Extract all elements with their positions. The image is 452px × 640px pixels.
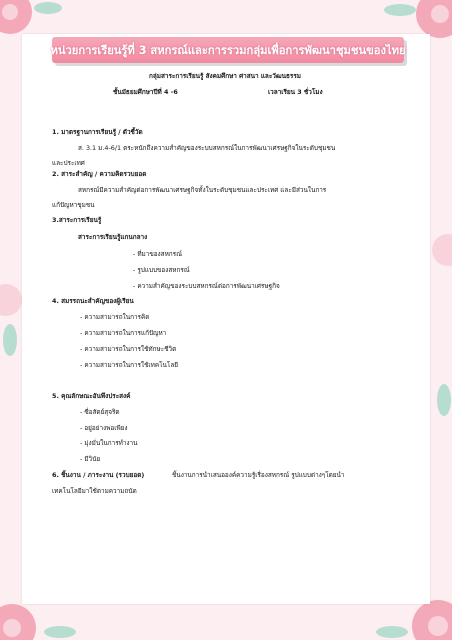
- section-4-heading: 4. สมรรถนะสำคัญของผู้เรียน: [52, 297, 134, 305]
- subject-group: กลุ่มสาระการเรียนรู้ สังคมศึกษา ศาสนา และวัฒนธรรม: [149, 72, 301, 80]
- section-1-text-line: ส. 3.1 ม.4-6/1 ตระหนักถึงความสำคัญของระบบสหกรณ์ในการพัฒนาเศรษฐกิจในระดับชุมชน: [78, 144, 336, 152]
- list-item: - มีวินัย: [80, 455, 101, 463]
- grade-level: ชั้นมัธยมศึกษาปีที่ 4 -6: [113, 88, 178, 96]
- list-item: - ซื่อสัตย์สุจริต: [80, 408, 120, 416]
- list-item: - ที่มาของสหกรณ์: [133, 250, 183, 258]
- page-title: หน่วยการเรียนรู้ที่ 3 สหกรณ์และการรวมกลุ่มเพื่อการพัฒนาชุมชนของไทย: [50, 44, 406, 57]
- list-item: - ความสามารถในการใช้เทคโนโลยี: [80, 361, 178, 369]
- section-1-text-line: และประเทศ: [52, 159, 85, 167]
- list-item: - ความสามารถในการคิด: [80, 313, 150, 321]
- study-time: เวลาเรียน 3 ชั่วโมง: [268, 88, 323, 96]
- section-3-heading: 3.สาระการเรียนรู้: [52, 216, 102, 224]
- section-1-heading: 1. มาตรฐานการเรียนรู้ / ตัวชี้วัด: [52, 128, 143, 136]
- section-6-text-line: เทคโนโลยีมาใช้ตามความถนัด: [52, 487, 137, 495]
- list-item: - อยู่อย่างพอเพียง: [80, 424, 128, 432]
- section-6-heading: 6. ชิ้นงาน / ภาระงาน (รวบยอด): [52, 471, 145, 479]
- list-item: - มุ่งมั่นในการทำงาน: [80, 439, 138, 447]
- section-6-text-line: ชิ้นงานการนำเสนอองค์ความรู้เรื่องสหกรณ์ รูปแบบต่างๆโดยนำ: [172, 471, 345, 479]
- section-2-text-line: สหกรณ์มีความสำคัญต่อการพัฒนาเศรษฐกิจทั้งในระดับชุมชนและประเทศ และมีส่วนในการ: [78, 186, 327, 194]
- list-item: - รูปแบบของสหกรณ์: [133, 266, 190, 274]
- section-5-heading: 5. คุณลักษณะอันพึงประสงค์: [52, 392, 131, 400]
- section-2-text-line: แก้ปัญหาชุมชน: [52, 201, 95, 209]
- section-3-subheading: สาระการเรียนรู้แกนกลาง: [78, 233, 148, 241]
- list-item: - ความสามารถในการใช้ทักษะชีวิต: [80, 345, 177, 353]
- list-item: - ความสามารถในการแก้ปัญหา: [80, 329, 167, 337]
- section-2-heading: 2. สาระสำคัญ / ความคิดรวบยอด: [52, 170, 147, 178]
- list-item: - ความสำคัญของระบบสหกรณ์ต่อการพัฒนาเศรษฐกิจ: [133, 282, 280, 290]
